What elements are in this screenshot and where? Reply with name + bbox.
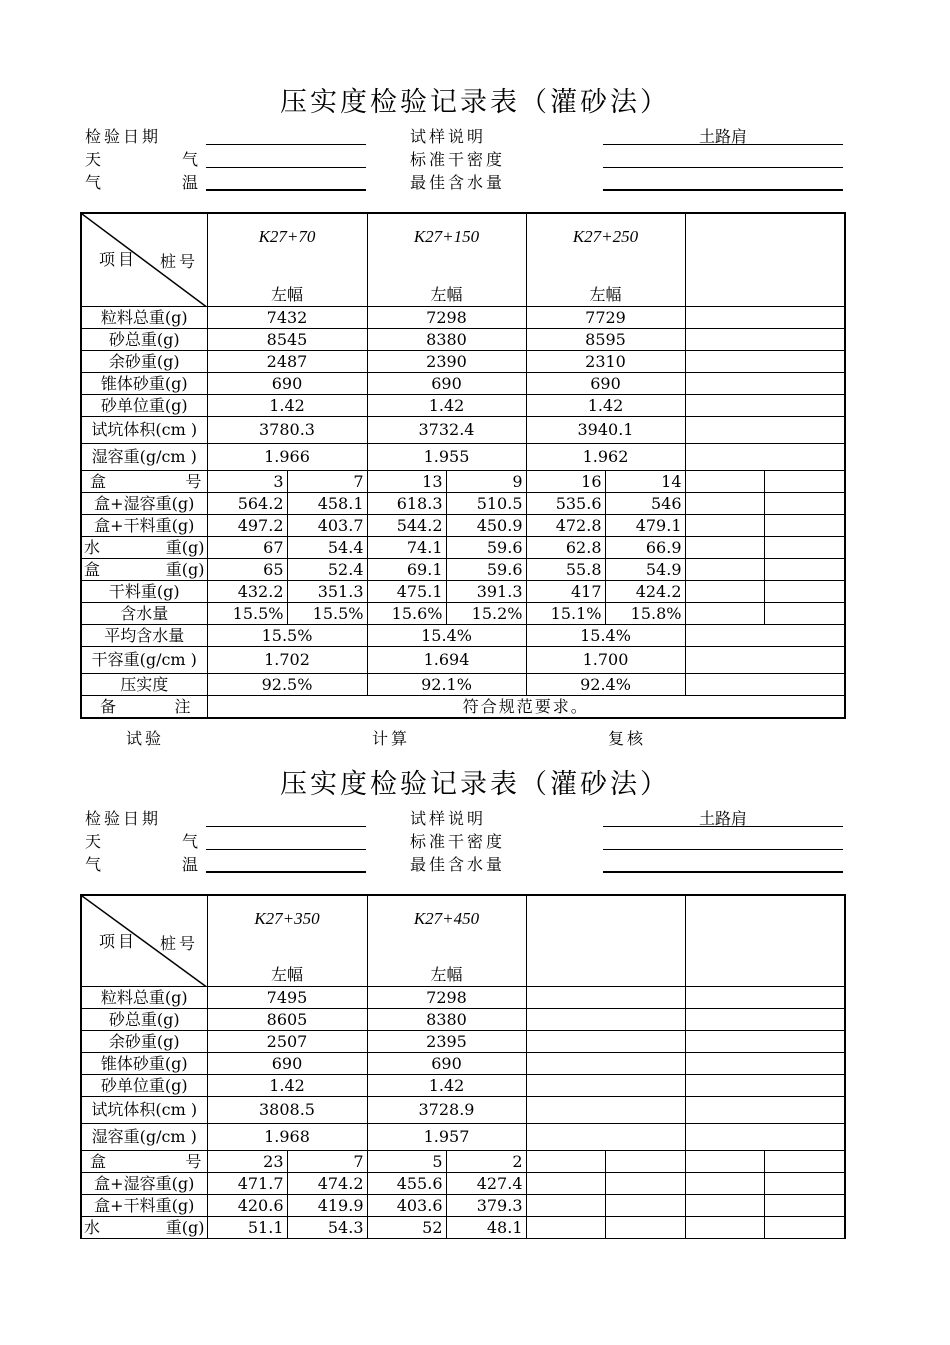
s1-cell: 450.9 — [446, 515, 526, 537]
s1-corner-station: 桩号 — [160, 252, 199, 271]
s1-cell: 424.2 — [605, 581, 685, 603]
s2-cell — [764, 1195, 845, 1217]
s1-footer-review: 复核 — [608, 729, 647, 748]
s2-side-1: 左幅 — [207, 941, 367, 986]
s1-cell: 479.1 — [605, 515, 685, 537]
s2-row-label: 盒+干料重(g) — [81, 1195, 207, 1217]
s2-cell: 7298 — [367, 987, 526, 1009]
s1-weather-label-a: 天 — [85, 150, 105, 169]
s1-cell: 458.1 — [287, 493, 367, 515]
table-row — [81, 1217, 845, 1239]
s1-cell: 15.8% — [605, 603, 685, 625]
s1-cell: 59.6 — [446, 537, 526, 559]
table-row — [81, 493, 845, 515]
s1-cell: 3732.4 — [367, 417, 526, 444]
s1-cell: 546 — [605, 493, 685, 515]
table-row — [81, 537, 845, 559]
s2-cell — [605, 1151, 685, 1173]
s1-cell: 3940.1 — [526, 417, 685, 444]
s1-temp-field[interactable] — [206, 189, 366, 191]
s1-cell: 472.8 — [526, 515, 605, 537]
s2-cell — [526, 1031, 685, 1053]
table-row — [81, 395, 845, 417]
s1-row-label: 砂单位重(g) — [81, 395, 207, 417]
table-row — [81, 515, 845, 537]
s2-temp-field[interactable] — [206, 871, 366, 873]
s1-remark-cell: 符合规范要求。 — [207, 696, 845, 719]
s2-cell — [605, 1173, 685, 1195]
s1-cell: 8380 — [367, 329, 526, 351]
s2-cell: 427.4 — [446, 1173, 526, 1195]
s1-cell — [685, 471, 764, 493]
s1-cell — [685, 373, 845, 395]
table-row — [81, 987, 845, 1009]
s1-cell — [685, 537, 764, 559]
s2-sample-field[interactable] — [603, 826, 843, 827]
s1-row-label: 干容重(g/cm ) — [81, 647, 207, 674]
s2-cell — [526, 1173, 605, 1195]
s1-side-3: 左幅 — [526, 260, 685, 306]
s2-temp-label-b: 温 — [182, 855, 202, 874]
s1-row-label: 湿容重(g/cm ) — [81, 444, 207, 471]
s1-cell: 7 — [287, 471, 367, 493]
table-row — [81, 647, 845, 674]
s2-cell — [685, 1075, 845, 1097]
s1-weather-field[interactable] — [206, 167, 366, 168]
s1-cell: 403.7 — [287, 515, 367, 537]
s1-row-label: 压实度 — [81, 674, 207, 696]
s1-cell: 2487 — [207, 351, 367, 373]
s2-row-label: 粒料总重(g) — [81, 987, 207, 1009]
s1-cell — [685, 417, 845, 444]
s2-station-4 — [685, 895, 845, 941]
s1-row-label: 锥体砂重(g) — [81, 373, 207, 395]
s1-row-label: 试坑体积(cm ) — [81, 417, 207, 444]
s1-cell: 9 — [446, 471, 526, 493]
s2-cell: 419.9 — [287, 1195, 367, 1217]
s1-side-2: 左幅 — [367, 260, 526, 306]
s1-cell: 417 — [526, 581, 605, 603]
table-row — [81, 1053, 845, 1075]
s1-cell: 1.955 — [367, 444, 526, 471]
s2-cell — [685, 1151, 764, 1173]
s1-best-moisture-field[interactable] — [603, 189, 843, 191]
s1-row-label: 盒 号 — [81, 471, 207, 493]
s2-cell: 1.957 — [367, 1124, 526, 1151]
s1-cell — [685, 307, 845, 329]
s1-cell: 16 — [526, 471, 605, 493]
s2-cell: 1.42 — [207, 1075, 367, 1097]
s2-side-2: 左幅 — [367, 941, 526, 986]
table-row — [81, 444, 845, 471]
table-row — [81, 373, 845, 395]
s1-cell: 475.1 — [367, 581, 446, 603]
s1-cell — [764, 471, 845, 493]
s2-corner-item: 项目 — [99, 932, 138, 951]
s1-cell: 15.6% — [367, 603, 446, 625]
s2-record-table — [80, 894, 846, 1239]
table-row — [81, 329, 845, 351]
s2-station-2: K27+450 — [367, 895, 526, 941]
s2-cell — [605, 1195, 685, 1217]
s1-cell: 432.2 — [207, 581, 287, 603]
s2-cell: 23 — [207, 1151, 287, 1173]
sheet2-title: 压实度检验记录表（灌砂法） — [280, 769, 670, 800]
s2-side-4 — [685, 941, 845, 986]
s1-cell — [685, 674, 845, 696]
s1-cell — [685, 444, 845, 471]
s2-std-density-field[interactable] — [603, 849, 843, 850]
s1-cell: 55.8 — [526, 559, 605, 581]
s2-cell — [605, 1217, 685, 1239]
table-row — [81, 1097, 845, 1124]
s1-sample-field[interactable] — [603, 144, 843, 145]
s2-station-3 — [526, 895, 685, 941]
s2-cell: 54.3 — [287, 1217, 367, 1239]
s1-cell — [685, 515, 764, 537]
s2-row-label: 砂总重(g) — [81, 1009, 207, 1031]
s2-cell: 7 — [287, 1151, 367, 1173]
s1-cell: 59.6 — [446, 559, 526, 581]
s1-cell: 2310 — [526, 351, 685, 373]
s2-corner-cell — [81, 895, 207, 987]
s1-cell: 74.1 — [367, 537, 446, 559]
s1-cell — [685, 581, 764, 603]
table-row — [81, 696, 845, 719]
s2-row-label: 盒+湿容重(g) — [81, 1173, 207, 1195]
table-row — [81, 559, 845, 581]
table-row — [81, 1031, 845, 1053]
s1-cell: 1.42 — [367, 395, 526, 417]
s1-cell: 8545 — [207, 329, 367, 351]
s1-row-label: 平均含水量 — [81, 625, 207, 647]
s1-cell: 15.5% — [207, 603, 287, 625]
s2-row-label: 水 重(g) — [81, 1217, 207, 1239]
s1-cell: 8595 — [526, 329, 685, 351]
s2-cell — [526, 1195, 605, 1217]
s2-cell — [526, 1009, 685, 1031]
s1-row-label: 盒 重(g) — [81, 559, 207, 581]
s2-cell: 474.2 — [287, 1173, 367, 1195]
s2-weather-field[interactable] — [206, 849, 366, 850]
s1-row-label: 粒料总重(g) — [81, 307, 207, 329]
s2-row-label: 砂单位重(g) — [81, 1075, 207, 1097]
s1-cell: 497.2 — [207, 515, 287, 537]
table-row — [81, 603, 845, 625]
s1-cell — [685, 559, 764, 581]
s1-cell: 1.966 — [207, 444, 367, 471]
s2-cell: 8605 — [207, 1009, 367, 1031]
s2-cell: 2395 — [367, 1031, 526, 1053]
sheet1-title: 压实度检验记录表（灌砂法） — [280, 87, 670, 118]
s2-cell: 403.6 — [367, 1195, 446, 1217]
s2-cell: 2507 — [207, 1031, 367, 1053]
s1-cell: 62.8 — [526, 537, 605, 559]
s2-cell: 690 — [207, 1053, 367, 1075]
s2-weather-label-b: 气 — [182, 832, 202, 851]
s1-cell: 1.962 — [526, 444, 685, 471]
table-row — [81, 1151, 845, 1173]
s1-cell: 1.42 — [207, 395, 367, 417]
table-row — [81, 1075, 845, 1097]
s1-std-density-label: 标准干密度 — [410, 150, 506, 169]
s2-cell — [526, 1124, 685, 1151]
s2-cell — [526, 987, 685, 1009]
s1-cell — [764, 603, 845, 625]
s1-cell: 66.9 — [605, 537, 685, 559]
s1-cell — [685, 603, 764, 625]
s1-cell: 7298 — [367, 307, 526, 329]
s1-cell — [764, 559, 845, 581]
s2-cell: 48.1 — [446, 1217, 526, 1239]
s2-cell — [526, 1053, 685, 1075]
s2-best-moisture-field[interactable] — [603, 871, 843, 873]
s1-cell: 92.4% — [526, 674, 685, 696]
s1-cell — [685, 493, 764, 515]
s1-temp-label-b: 温 — [182, 173, 202, 192]
s1-sample-label: 试样说明 — [410, 127, 487, 146]
s1-cell: 690 — [367, 373, 526, 395]
s2-cell — [526, 1151, 605, 1173]
s1-cell — [685, 625, 845, 647]
s2-cell — [685, 1173, 764, 1195]
s1-corner-item: 项目 — [99, 250, 138, 269]
s1-date-field[interactable] — [206, 144, 366, 145]
s1-date-label: 检验日期 — [85, 127, 162, 146]
s1-cell — [764, 515, 845, 537]
s2-cell: 1.42 — [367, 1075, 526, 1097]
s2-cell: 5 — [367, 1151, 446, 1173]
s1-cell: 54.9 — [605, 559, 685, 581]
s1-cell: 15.2% — [446, 603, 526, 625]
s1-cell: 618.3 — [367, 493, 446, 515]
s2-date-field[interactable] — [206, 826, 366, 827]
s1-cell: 13 — [367, 471, 446, 493]
s2-cell — [764, 1217, 845, 1239]
s1-cell: 564.2 — [207, 493, 287, 515]
s2-cell — [764, 1173, 845, 1195]
s1-cell — [685, 647, 845, 674]
s2-row-label: 盒 号 — [81, 1151, 207, 1173]
s1-corner-cell — [81, 213, 207, 307]
s2-station-1: K27+350 — [207, 895, 367, 941]
s2-cell — [685, 1031, 845, 1053]
s1-row-label: 砂总重(g) — [81, 329, 207, 351]
s1-cell: 14 — [605, 471, 685, 493]
s1-cell: 15.4% — [526, 625, 685, 647]
table-row — [81, 1195, 845, 1217]
s1-cell — [685, 329, 845, 351]
s1-cell: 7432 — [207, 307, 367, 329]
s1-cell: 3 — [207, 471, 287, 493]
s1-station-1: K27+70 — [207, 213, 367, 260]
s1-side-1: 左幅 — [207, 260, 367, 306]
s2-cell — [526, 1097, 685, 1124]
s1-cell: 690 — [526, 373, 685, 395]
s1-cell: 65 — [207, 559, 287, 581]
s1-temp-label-a: 气 — [85, 173, 105, 192]
s2-cell: 3808.5 — [207, 1097, 367, 1124]
s1-cell — [764, 537, 845, 559]
table-row — [81, 1009, 845, 1031]
s1-row-label: 水 重(g) — [81, 537, 207, 559]
s1-cell: 690 — [207, 373, 367, 395]
s1-cell — [685, 395, 845, 417]
s1-cell: 52.4 — [287, 559, 367, 581]
s1-row-label: 盒+湿容重(g) — [81, 493, 207, 515]
s1-row-label: 干料重(g) — [81, 581, 207, 603]
s2-cell — [685, 1097, 845, 1124]
s2-cell: 471.7 — [207, 1173, 287, 1195]
s2-cell: 455.6 — [367, 1173, 446, 1195]
s2-sample-label: 试样说明 — [410, 809, 487, 828]
s1-cell: 69.1 — [367, 559, 446, 581]
s1-cell: 67 — [207, 537, 287, 559]
s2-cell — [685, 1124, 845, 1151]
s2-cell: 51.1 — [207, 1217, 287, 1239]
table-row — [81, 351, 845, 373]
s1-cell: 391.3 — [446, 581, 526, 603]
s2-row-label: 锥体砂重(g) — [81, 1053, 207, 1075]
s2-cell — [685, 987, 845, 1009]
table-row — [81, 417, 845, 444]
s1-cell: 1.42 — [526, 395, 685, 417]
s1-row-label: 含水量 — [81, 603, 207, 625]
s2-std-density-label: 标准干密度 — [410, 832, 506, 851]
table-row — [81, 471, 845, 493]
s2-cell — [526, 1217, 605, 1239]
table-row — [81, 581, 845, 603]
s1-best-moisture-label: 最佳含水量 — [410, 173, 506, 192]
s2-cell — [685, 1195, 764, 1217]
s1-cell: 2390 — [367, 351, 526, 373]
table-row — [81, 625, 845, 647]
s1-weather-label-b: 气 — [182, 150, 202, 169]
s1-row-label: 盒+干料重(g) — [81, 515, 207, 537]
s1-cell: 92.1% — [367, 674, 526, 696]
table-row — [81, 1173, 845, 1195]
s2-cell: 379.3 — [446, 1195, 526, 1217]
s1-row-label: 余砂重(g) — [81, 351, 207, 373]
s1-sample-value: 土路肩 — [698, 127, 747, 146]
s1-side-4 — [685, 260, 845, 306]
s2-cell — [685, 1053, 845, 1075]
s2-row-label: 试坑体积(cm ) — [81, 1097, 207, 1124]
s2-cell — [526, 1075, 685, 1097]
s2-temp-label-a: 气 — [85, 855, 105, 874]
s1-record-table — [80, 212, 846, 719]
s1-cell: 15.4% — [367, 625, 526, 647]
s2-sample-value: 土路肩 — [698, 809, 747, 828]
s2-date-label: 检验日期 — [85, 809, 162, 828]
s2-side-3 — [526, 941, 685, 986]
s1-cell: 1.700 — [526, 647, 685, 674]
s1-cell: 535.6 — [526, 493, 605, 515]
s2-cell — [764, 1151, 845, 1173]
s1-cell: 15.1% — [526, 603, 605, 625]
s1-cell — [764, 493, 845, 515]
s1-footer-calc: 计算 — [372, 729, 411, 748]
s2-cell — [685, 1009, 845, 1031]
s2-corner-station: 桩号 — [160, 934, 199, 953]
s1-cell: 1.694 — [367, 647, 526, 674]
s1-footer-test: 试验 — [126, 729, 165, 748]
s1-std-density-field[interactable] — [603, 167, 843, 168]
s1-cell — [764, 581, 845, 603]
s1-station-4 — [685, 213, 845, 260]
s2-best-moisture-label: 最佳含水量 — [410, 855, 506, 874]
table-row — [81, 674, 845, 696]
s1-cell: 54.4 — [287, 537, 367, 559]
s1-cell: 15.5% — [287, 603, 367, 625]
s2-row-label: 湿容重(g/cm ) — [81, 1124, 207, 1151]
s1-cell: 510.5 — [446, 493, 526, 515]
s2-cell: 3728.9 — [367, 1097, 526, 1124]
s2-cell: 52 — [367, 1217, 446, 1239]
s2-row-label: 余砂重(g) — [81, 1031, 207, 1053]
s1-station-2: K27+150 — [367, 213, 526, 260]
s1-cell — [685, 351, 845, 373]
s2-cell: 7495 — [207, 987, 367, 1009]
s2-cell: 420.6 — [207, 1195, 287, 1217]
table-row — [81, 307, 845, 329]
s1-cell: 15.5% — [207, 625, 367, 647]
s1-cell: 544.2 — [367, 515, 446, 537]
table-row — [81, 1124, 845, 1151]
s2-weather-label-a: 天 — [85, 832, 105, 851]
s1-cell: 351.3 — [287, 581, 367, 603]
s1-cell: 1.702 — [207, 647, 367, 674]
s1-station-3: K27+250 — [526, 213, 685, 260]
s1-row-label: 备 注 — [81, 696, 207, 719]
s2-cell: 690 — [367, 1053, 526, 1075]
s1-cell: 7729 — [526, 307, 685, 329]
s2-cell: 1.968 — [207, 1124, 367, 1151]
s2-cell: 8380 — [367, 1009, 526, 1031]
s2-cell: 2 — [446, 1151, 526, 1173]
s2-cell — [685, 1217, 764, 1239]
s1-cell: 3780.3 — [207, 417, 367, 444]
s1-cell: 92.5% — [207, 674, 367, 696]
